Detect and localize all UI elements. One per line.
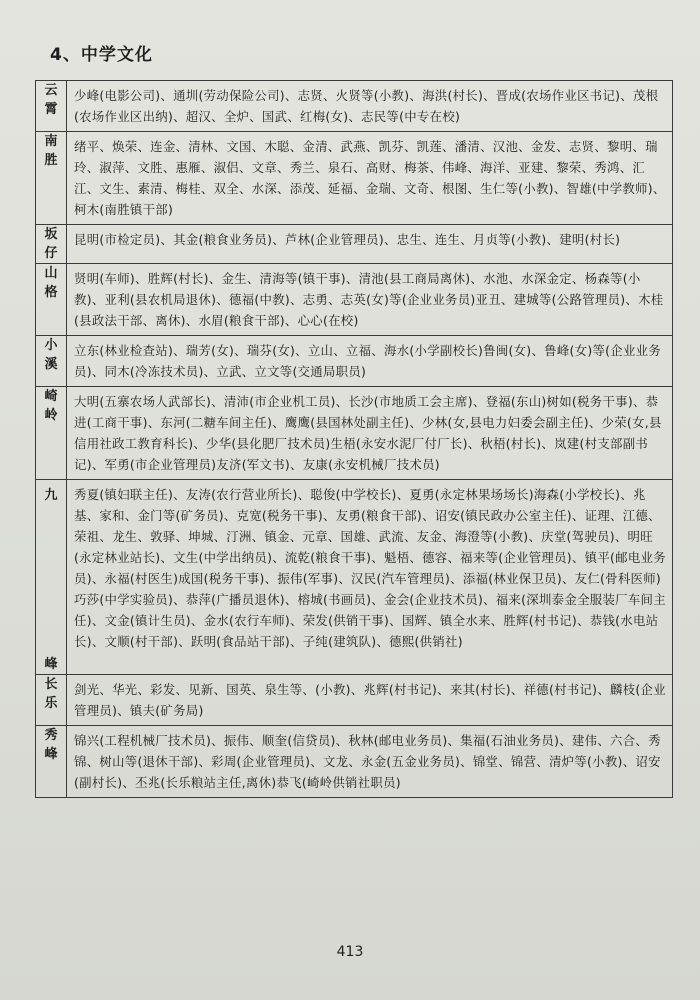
place-char: 霄 xyxy=(44,102,58,117)
page-number: 413 xyxy=(336,944,364,960)
table-row xyxy=(36,336,673,387)
names-cell: 大明(五寨农场人武部长)、清沛(市企业机工员)、长沙(市地质工会主席)、登福(东山)树如(税务干事)、恭进(工商干事)、东河(二糖车间主任)、鹰鹰(县国林处副主任)、少林(女,县电力妇委会副主任)、少荣(女,县信用社政工教育科长)、少华(县化肥厂技术员)生梧(永安水泥厂付厂长)、秋梧(村长)、岚建(村支部副书记)、军勇(市企业管理员)友济(军文书)、友康(永安机械厂技术员) xyxy=(67,387,673,480)
place-char: 崎 xyxy=(44,389,58,404)
place-cell xyxy=(36,480,67,675)
place-cell xyxy=(36,132,67,225)
table-row xyxy=(36,225,673,264)
place-char: 长 xyxy=(44,677,58,692)
place-char: 峰 xyxy=(44,657,58,672)
roster-table xyxy=(35,80,673,798)
place-spacer xyxy=(36,505,66,655)
names-cell: 绪平、焕荣、连金、清林、文国、木聪、金清、武燕、凯芬、凯莲、潘清、汉池、金发、志贤、黎明、瑞玲、淑萍、文胜、惠雁、淑侣、文章、秀兰、泉石、高财、梅茶、伟峰、海洋、亚建、黎荣、秀鸿、汇江、文生、素清、梅桂、双全、水深、添茂、延福、金瑞、文奇、根图、生仁等(小教)、智雄(中学教师)、柯木(南胜镇干部) xyxy=(67,132,673,225)
names-cell: 剑光、华光、彩发、见新、国英、泉生等、(小教)、兆辉(村书记)、来其(村长)、祥德(村书记)、麟枝(企业管理员)、镇夫(矿务局) xyxy=(67,675,673,726)
place-char: 乐 xyxy=(44,696,58,711)
table-row xyxy=(36,132,673,225)
place-cell xyxy=(36,264,67,336)
place-char: 南 xyxy=(44,134,58,149)
place-char: 格 xyxy=(44,285,58,300)
place-char: 九 xyxy=(44,488,58,503)
place-char: 山 xyxy=(44,266,58,281)
place-char: 小 xyxy=(44,338,58,353)
place-char: 坂 xyxy=(44,227,58,242)
table-row xyxy=(36,387,673,480)
place-cell xyxy=(36,675,67,726)
place-char: 岭 xyxy=(44,408,58,423)
table-row xyxy=(36,726,673,798)
place-char: 峰 xyxy=(44,747,58,762)
place-char: 胜 xyxy=(44,153,58,168)
place-char: 秀 xyxy=(44,728,58,743)
table-row xyxy=(36,675,673,726)
names-cell: 秀夏(镇妇联主任)、友涛(农行营业所长)、聪俊(中学校长)、夏勇(永定林果场场长)海森(小学校长)、兆基、家和、金门等(矿务员)、克宽(税务干事)、友勇(粮食干部)、诏安(镇民政办公室主任)、证理、江德、荣祖、龙生、敦驿、坤城、汀洲、镇金、元章、国雄、武流、友金、海澄等(小教)、庆堂(驾驶员)、明旺(永定林业站长)、文生(中学出纳员)、流乾(粮食干事)、魁梧、德容、福来等(企业管理员)、镇平(邮电业务员)、永福(村医生)成国(税务干事)、振伟(军事)、汉民(汽车管理员)、添福(林业保卫员)、友仁(骨科医师)巧莎(中学实验员)、恭萍(广播员退休)、榕城(书画员)、金会(企业技术员)、福来(深圳泰金全服装厂车间主任)、文金(镇计生员)、金水(农行车师)、荣发(供销干事)、国辉、镇全水来、胜辉(村书记)、恭钱(水电站长)、文顺(村干部)、跃明(食品站干部)、子纯(建筑队)、德熙(供销社) xyxy=(67,480,673,675)
place-char: 仔 xyxy=(44,246,58,261)
names-cell: 立东(林业检查站)、瑞芳(女)、瑞芬(女)、立山、立福、海水(小学副校长)鲁闽(女)、鲁峰(女)等(企业业务员)、同木(冷冻技术员)、立武、立文等(交通局职员) xyxy=(67,336,673,387)
place-cell xyxy=(36,336,67,387)
place-char: 溪 xyxy=(44,357,58,372)
section-title: 4、中学文化 xyxy=(50,45,153,65)
table-row xyxy=(36,81,673,132)
place-cell xyxy=(36,726,67,798)
place-cell xyxy=(36,387,67,480)
names-cell: 昆明(市检定员)、其金(粮食业务员)、芦林(企业管理员)、忠生、连生、月贞等(小教)、建明(村长) xyxy=(67,225,673,264)
table-row xyxy=(36,480,673,675)
place-cell xyxy=(36,225,67,264)
names-cell: 锦兴(工程机械厂技术员)、振伟、顺奎(信贷员)、秋林(邮电业务员)、集福(石油业务员)、建伟、六合、秀锦、树山等(退休干部)、彩周(企业管理员)、文龙、永金(五金业务员)、锦堂、锦营、清炉等(小教)、诏安(副村长)、丕兆(长乐粮站主任,离休)恭飞(崎岭供销社职员) xyxy=(67,726,673,798)
names-cell: 贤明(车师)、胜辉(村长)、金生、清海等(镇干事)、清池(县工商局离休)、水池、水深金定、杨森等(小教)、亚利(县农机局退休)、德福(中教)、志勇、志英(女)等(企业业务员)亚丑、建城等(公路管理员)、木桂(县政法干部、离休)、水眉(粮食干部)、心心(在校) xyxy=(67,264,673,336)
names-cell: 少峰(电影公司)、通圳(劳动保险公司)、志贤、火贤等(小教)、海洪(村长)、晋成(农场作业区书记)、茂根(农场作业区出纳)、超汉、全炉、国武、红梅(女)、志民等(中专在校) xyxy=(67,81,673,132)
table-row xyxy=(36,264,673,336)
place-char: 云 xyxy=(44,83,58,98)
place-cell xyxy=(36,81,67,132)
